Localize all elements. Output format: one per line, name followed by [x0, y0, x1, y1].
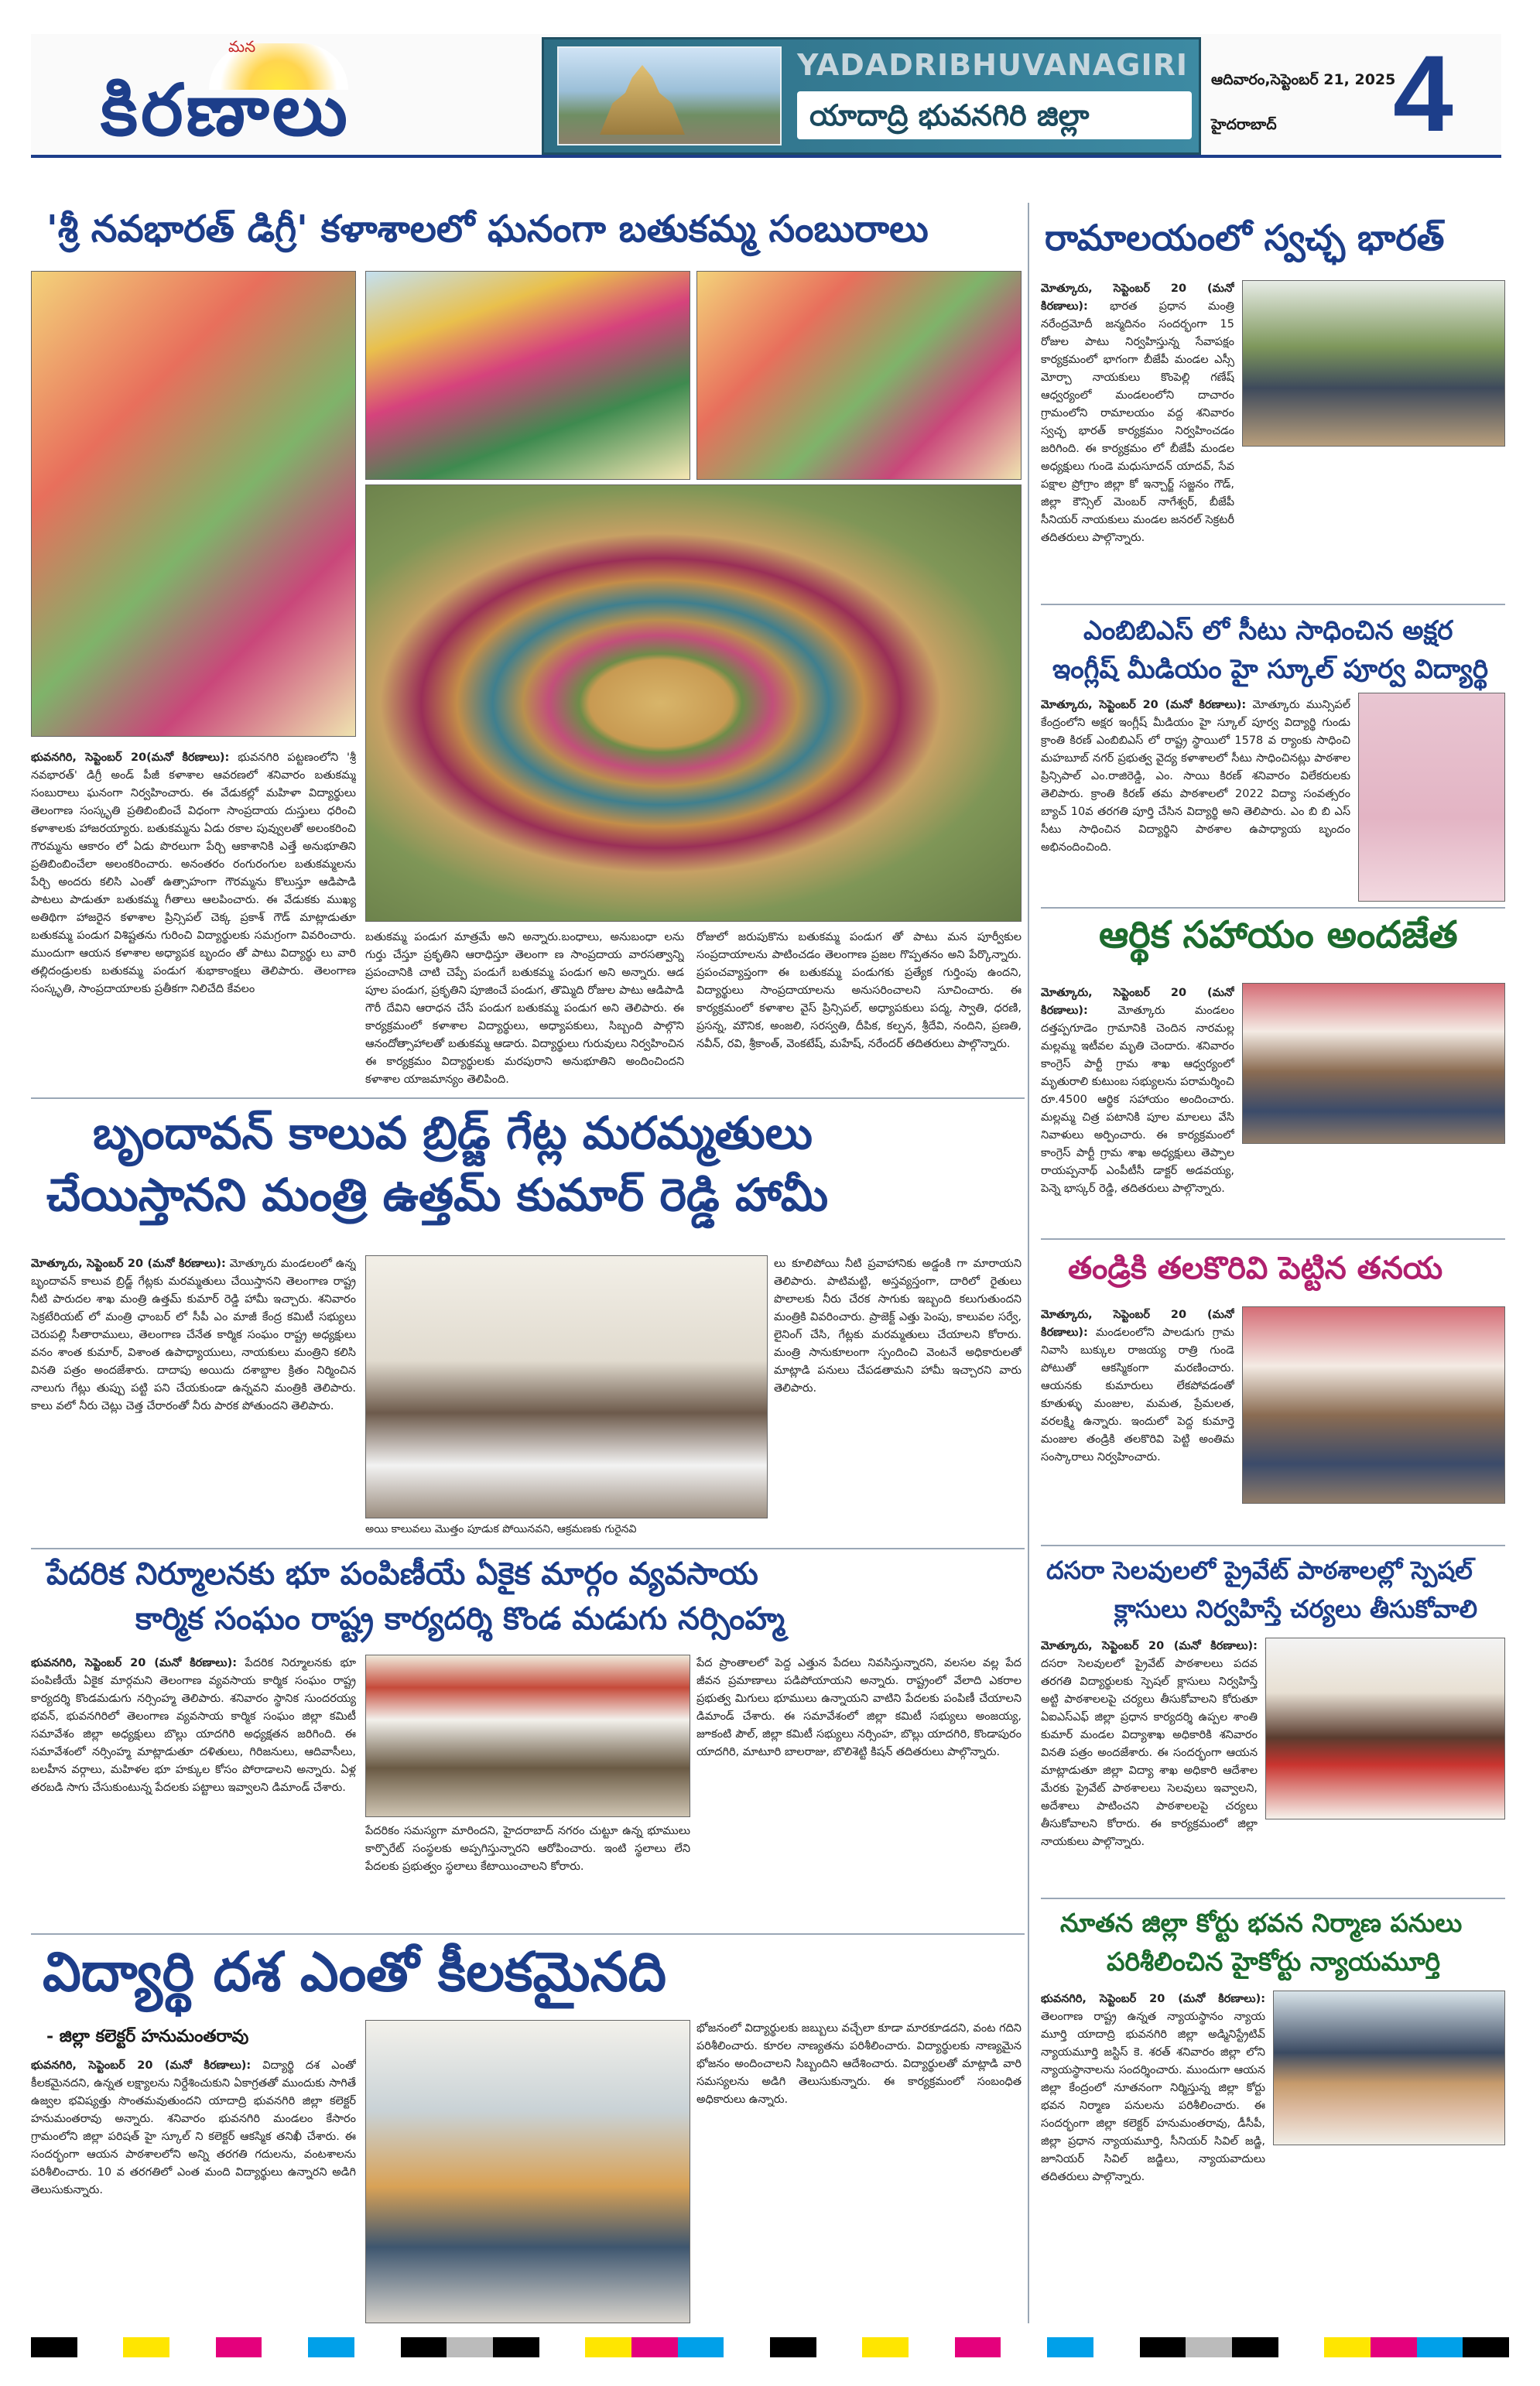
school-body-text: దసరా సెలవులలో ప్రైవేట్ పాఠశాలలు పదవ తరగతి విద్యార్థులకు స్పెషల్ క్లాసులు నిర్వహిస్తే అట్టి పాఠశాలలపై చర్యలు తీసుకోవాలని కోరుతూ ఏఐఎస్ఎఫ్ జిల్లా ప్రధాన కార్యదర్శి ఉప్పల శాంతి కుమార్ మండల విద్యాశాఖ అధికారికి శనివారం వినతి పత్రం అందజేశారు. ఈ సందర్భంగా ఆయన మాట్లాడుతూ జిల్లా విద్యా శాఖ అధికారి ఆదేశాల మేరకు ప్రైవేట్ పాఠశాలలు సెలవులు ఇవ్వాలని, అదేశాలు పాటించని పాఠశాలలపై చర్యలు తీసుకోవాలని కోరారు. ఈ కార్యక్రమంలో జిల్లా నాయకులు పాల్గొన్నారు.: [1041, 1658, 1258, 1848]
help-body: [1041, 984, 1234, 1286]
story1-photo-group: [365, 271, 690, 480]
school-photo: [1265, 1638, 1505, 1819]
logo-subtitle: మన: [228, 37, 256, 56]
court-dateline: భువనగిరి, సెప్టెంబర్ 20 (మనో కిరణాలు):: [1041, 1993, 1265, 2005]
story1-dateline: భువనగిరి, సెప్టెంబర్ 20(మనో కిరణాలు):: [31, 751, 230, 764]
story1-body-col3: రోజులో జరుపుకొను బతుకమ్మ పండుగ తో పాటు మన పూర్వీకుల సంప్రదాయాలను పాటించడం తెలంగాణ ప్రజల గొప్పతనం అని పేర్కొన్నారు. ప్రపంచవ్యాప్తంగా ఈ బతుకమ్మ పండుగకు ప్రత్యేక గుర్తింపు ఉందని, విద్యార్థులు సాంప్రదాయాలను అనుసరించాలని సూచించారు. ఈ కార్యక్రమంలో కళాశాల వైస్ ప్రిన్సిపల్, అధ్యాపకులు పద్మ, స్వాతి, ధరణి, ప్రసన్న, మౌనిక, అంజలి, సరస్వతి, దీపిక, కల్పన, శ్రీదేవి, నందిని, ప్రణతి, నవీన్, రవి, శ్రీకాంత్, వెంకటేష్, మహేష్, నరేందర్ తదితరులు పాల్గొన్నారు.: [696, 931, 1022, 1050]
story1-body-col2: బతుకమ్మ పండుగ మాత్రమే అని అన్నారు.బంధాలు, అనుబంధా లను గుర్తు చేస్తూ ప్రకృతిని ఆరాధిస్తూ తెలంగా ణ సాంప్రదాయ వారసత్వాన్ని ప్రపంచానికి చాటి చెప్పే పండుగే బతుకమ్మ పండుగ అని అన్నారు. ఆడ పూల పండుగ, ప్రకృతిని పూజించే పండుగ, తొమ్మిది రోజుల పాటు ఆడిపాడి గౌరీ దేవిని ఆరాధన చేసే పండుగ బతుకమ్మ పండుగ అని తెలిపారు. ఈ కార్యక్రమంలో కళాశాల విద్యార్థులు, అధ్యాపకులు, సిబ్బంది పాల్గొని ఆనందోత్సాహాలతో బతుకమ్మ ఆడారు. విద్యార్థులు గురువులు నిర్వహించిన ఈ కార్యక్రమం విద్యార్థులకు మరపురాని అనుభూతిని అందించిందని కళాశాల యాజమాన్యం తెలిపింది.: [365, 931, 684, 1086]
divider: [1041, 604, 1505, 605]
column-divider: [1028, 203, 1029, 2323]
daughter-dateline: మోత్కూరు, సెప్టెంబర్ 20 (మనో కిరణాలు):: [1041, 1309, 1234, 1339]
court-body: [1041, 1991, 1265, 2323]
land-headline-line1: పేదరిక నిర్మూలనకు భూ పంపిణీయే ఏకైక మార్గం వ్యవసాయ: [46, 1556, 758, 1592]
daughter-body-text: మండలంలోని పాలడుగు గ్రామ నివాసి బుక్కుల రాజయ్య రాత్రి గుండె పోటుతో ఆకస్మికంగా మరణించారు. ఆయనకు కుమారులు లేకపోవడంతో కూతుళ్ళు మంజుల, మమత, ప్రేమలత, వరలక్ష్మి ఉన్నారు. ఇందులో పెద్ద కుమార్తె మంజుల తండ్రికి తలకొరివి పెట్టి అంతిమ సంస్కారాలు నిర్వహించారు.: [1041, 1327, 1234, 1463]
school-body: [1041, 1638, 1258, 1893]
student-body-left-text: విద్యార్థి దశ ఎంతో కీలకమైనదని, ఉన్నత లక్ష్యాలను నిర్దేశించుకుని ఏకాగ్రతతో ముందుకు సాగితే ఉజ్వల భవిష్యత్తు సొంతమవుతుందని యాదాద్రి భువనగిరి జిల్లా కలెక్టర్ హనుమంతరావు అన్నారు. శనివారం భువనగిరి మండలం కేసారం గ్రామంలోని జిల్లా పరిషత్ హై స్కూల్ ని కలెక్టర్ ఆకస్మిక తనిఖీ చేశారు. ఈ సందర్భంగా ఆయన పాఠశాలలోని అన్ని తరగతి గదులను, వంటశాలను పరిశీలించారు. 10 వ తరగతిలో ఎంత మంది విద్యార్థులు ఉన్నారని అడిగి తెలుసుకున్నారు.: [31, 2059, 356, 2196]
school-headline-line2: క్లాసులు నిర్వహిస్తే చర్యలు తీసుకోవాలి: [1114, 1594, 1478, 1624]
student-byline: - జిల్లా కలెక్టర్ హనుమంతరావు: [46, 2026, 249, 2046]
bridge-dateline: మోత్కూరు, సెప్టెంబర్ 20 (మనో కిరణాలు):: [31, 1258, 226, 1270]
daughter-photo: [1242, 1306, 1505, 1504]
mbbs-headline-line1: ఎంబిబిఎస్ లో సీటు సాధించిన అక్షర: [1083, 615, 1453, 646]
daughter-headline: తండ్రికి తలకొరివి పెట్టిన తనయ: [1068, 1250, 1443, 1286]
school-dateline: మోత్కూరు, సెప్టెంబర్ 20 (మనో కిరణాలు):: [1041, 1640, 1258, 1652]
divider: [1041, 907, 1505, 909]
story1-photo-dance: [696, 271, 1022, 480]
page-number: 4: [1393, 33, 1453, 154]
mbbs-body-text: మోత్కూరు మున్సిపల్ కేంద్రంలోని అక్షర ఇంగ్లీష్ మీడియం హై స్కూల్ పూర్వ విద్యార్థి గుండు క్రాంతి కిరణ్ ఎంబిబిఎస్ లో రాష్ట్ర స్థాయిలో 1578 వ ర్యాంకు సాధించి మహబూబ్ నగర్ ప్రభుత్వ వైద్య కళాశాలలో సీటు సాధించినట్లు పాఠశాల ప్రిన్సిపాల్ ఎం.రాజిరెడ్డి, ఎం. సాయి కిరణ్ శనివారం విలేకరులకు తెలిపారు. క్రాంతి కిరణ్ తమ పాఠశాలలో 2022 విద్యా సంవత్సరం బ్యాచ్ 10వ తరగతి పూర్తి చేసిన విద్యార్థి అని తెలిపారు. ఎం బి బి ఎస్ సీటు సాధించిన విద్యార్థిని పాఠశాల ఉపాధ్యాయ బృందం అభినందించింది.: [1041, 699, 1350, 854]
land-meeting-photo: [365, 1655, 690, 1817]
bridge-headline-line1: బృందావన్ కాలువ బ్రిడ్జ్ గేట్ల మరమ్మతులు: [93, 1107, 813, 1159]
bridge-body-left-text: మోత్కూరు మండలంలో ఉన్న బృందావన్ కాలువ బ్రిడ్జ్ గేట్లకు మరమ్మతులు చేయిస్తానని తెలంగాణ రాష్ట్ర నీటి పారుదల శాఖ మంత్రి ఉత్తమ్ కుమార్ రెడ్డి హామీ ఇచ్చారు. శనివారం సెక్రటేరియట్ లో మంత్రి ఛాంబర్ లో సీపీ ఎం మాజీ కేంద్ర కమిటీ సభ్యులు చెరుపల్లి సీతారాములు, తెలంగాణ చేనేత కార్మిక సంఘం రాష్ట్ర అధ్యక్షులు వనం శాంత కుమార్, విశాంత ఉపాధ్యాయులు, నాయకులు మంత్రిని కలిసి వినతి పత్రం అందజేశారు. దాదాపు అయిదు దశాబ్దాల క్రితం నిర్మించిన నాలుగు గేట్లు తుప్పు పట్టి పని చేయకుండా ఉన్నవని మంత్రికి తెలిపారు. కాలు వలో నీరు చెట్లు చెత్త చేరారంతో నీరు పారక పోతుందని తెలిపారు.: [31, 1258, 356, 1412]
divider: [31, 1548, 1025, 1549]
divider: [31, 1097, 1025, 1099]
district-name-telugu: యాదాద్రి భువనగిరి జిల్లా: [797, 91, 1192, 139]
ramalayam-photo: [1242, 280, 1505, 447]
daughter-body: [1041, 1306, 1234, 1539]
bridge-body-left: [31, 1255, 356, 1542]
divider: [1041, 1238, 1505, 1240]
court-headline-line2: పరిశీలించిన హైకోర్టు న్యాయమూర్తి: [1107, 1946, 1441, 1977]
ramalayam-headline: రామాలయంలో స్వచ్ఛ భారత్: [1045, 217, 1445, 258]
ramalayam-dateline: మోత్కూరు, సెప్టెంబర్ 20 (మనో కిరణాలు):: [1041, 282, 1234, 313]
land-body-left: [31, 1655, 356, 1926]
divider: [31, 1933, 1025, 1935]
district-name-english: YADADRIBHUVANAGIRI: [797, 48, 1188, 82]
land-body-mid: పేదరికం సమస్యగా మారిందని, హైదరాబాద్ నగరం చుట్టూ ఉన్న భూములు కార్పొరేట్ సంస్థలకు అప్పగిస్తున్నారని ఆరోపించారు. ఇంటి స్థలాలు లేని పేదలకు ప్రభుత్వం స్థలాలు కేటాయించాలని కోరారు.: [365, 1825, 690, 1873]
mbbs-dateline: మోత్కూరు, సెప్టెంబర్ 20 (మనో కిరణాలు):: [1041, 699, 1247, 711]
story1-body-col1: [31, 749, 356, 1090]
bridge-body-right: లు కూలిపోయి నీటి ప్రవాహానికు అడ్డంకి గా మారాయని తెలిపారు. పాటిమట్టి, అస్తవ్యస్తంగా, దారిలో రైతులు పొలాలకు నీరు చేరక సాగుకు ఇబ్బంది కలుగుతుందని మంత్రికి వివరించారు. ప్రాజెక్ట్ ఎత్తు పెంపు, కాలువల సర్వే, లైనింగ్ చేసి, గేట్లకు మరమ్మతులు చేయాలని కోరారు. మంత్రి సానుకూలంగా స్పందించి వెంటనే అధికారులతో మాట్లాడి పనులు చేపడతామని హామీ ఇచ్చారని వారు తెలిపారు.: [774, 1258, 1022, 1395]
print-registration-bar: [31, 2337, 1509, 2357]
mbbs-body: [1041, 697, 1350, 905]
mbbs-student-photo: [1358, 693, 1505, 902]
story1-photo-circle: [365, 484, 1022, 922]
issue-date: ఆదివారం,సెప్టెంబర్ 21, 2025: [1211, 71, 1396, 88]
bridge-headline-line2: చేయిస్తానని మంత్రి ఉత్తమ్ కుమార్ రెడ్డి హామీ: [46, 1169, 829, 1221]
land-body-left-text: పేదరిక నిర్మూలనకు భూ పంపిణీయే ఏకైక మార్గమని తెలంగాణ వ్యవసాయ కార్మిక సంఘం రాష్ట్ర కార్యదర్శి కొండమడుగు నర్సింహ్మ తెలిపారు. శనివారం స్థానిక సుందరయ్య భవన్, భువనగిరిలో తెలంగాణ వ్యవసాయ కార్మిక సంఘం జిల్లా కమిటీ సమావేశం జిల్లా అధ్యక్షులు బొల్లు యాదగిరి అధ్యక్షతన జరిగింది. ఈ సమావేశంలో నర్సింహ్మ మాట్లాడుతూ దళితులు, గిరిజనులు, ఆదివాసీలు, బలహీన వర్గాలు, మహిళల భూ హక్కుల కోసం పోరాడాలని అన్నారు. ఏళ్ల తరబడి సాగు చేసుకుంటున్న పేదలకు పట్టాలు ఇవ్వాలని డిమాండ్ చేశారు.: [31, 1657, 356, 1794]
divider: [1041, 1545, 1505, 1546]
land-headline-line2: కార్మిక సంఘం రాష్ట్ర కార్యదర్శి కొండ మడుగు నర్సింహ్మ: [135, 1600, 785, 1637]
student-headline: విద్యార్థి దశ ఎంతో కీలకమైనది: [43, 1939, 667, 2004]
land-body-right: పేద ప్రాంతాలలో పెద్ద ఎత్తున పేదలు నివసిస్తున్నారని, వలసల వల్ల పేద జీవన ప్రమాణాలు పడిపోయాయని అన్నారు. రాష్ట్రంలో వేలాది ఎకరాల ప్రభుత్వ మిగులు భూములు ఉన్నాయని వాటిని పేదలకు పంపిణీ చేయాలని డిమాండ్ చేశారు. ఈ సమావేశంలో జిల్లా కమిటీ సభ్యులు అంజయ్య, జూకంటి పౌల్, జిల్లా కమిటీ సభ్యులు నర్సింహ, బొల్లు యాదగిరి, కొండాపురం యాదగిరి, మాటూరి బాలరాజు, బొలిశెట్టి కిషన్ తదితరులు పాల్గొన్నారు.: [696, 1657, 1022, 1758]
issue-city: హైదరాబాద్: [1211, 116, 1277, 133]
ramalayam-body-text: భారత ప్రధాన మంత్రి నరేంద్రమోదీ జన్మదినం సందర్భంగా 15 రోజుల పాటు నిర్వహిస్తున్న సేవాపక్షం కార్యక్రమంలో భాగంగా బీజేపీ మండల ఎస్సీ మోర్చా నాయకులు కొంపెల్లి గణేష్ ఆధ్వర్యంలో మండలంలోని దాచారం గ్రామంలోని రామాలయం వద్ద శనివారం స్వచ్ఛ భారత్ కార్యక్రమం నిర్వహించడం జరిగింది. ఈ కార్యక్రమం లో బీజేపీ మండల అధ్యక్షులు గుండె మధుసూదన్ యాదవ్, సేవ పక్షాల ప్రోగ్రాం జిల్లా కో ఇన్చార్జ్ సజ్జనం గౌడ్, జిల్లా కౌన్సిల్ మెంబర్ నాగేశ్వర్, బీజేపీ సీనియర్ నాయకులు మండల జనరల్ సెక్రటరీ తదితరులు పాల్గొన్నారు.: [1041, 300, 1234, 544]
bridge-minister-photo: [365, 1255, 768, 1518]
help-photo: [1242, 983, 1505, 1144]
help-dateline: మోత్కూరు, సెప్టెంబర్ 20 (మనో కిరణాలు):: [1041, 987, 1234, 1017]
newspaper-logo: కిరణాలు: [101, 68, 351, 152]
student-collector-photo: [365, 2020, 690, 2323]
divider: [1041, 1898, 1505, 1899]
court-headline-line1: నూతన జిల్లా కోర్టు భవన నిర్మాణ పనులు: [1060, 1908, 1463, 1938]
student-body-right: భోజనంలో విద్యార్థులకు జబ్బులు వచ్చేలా కూడా మారకూడదని, వంట గదిని పరిశీలించారు. కూరల నాణ్యతను పరిశీలించారు. విద్యార్థులకు నాణ్యమైన భోజనం అందించాలని సిబ్బందిని ఆదేశించారు. విద్యార్థులతో మాట్లాడి వారి సమస్యలను అడిగి తెలుసుకున్నారు. ఈ కార్యక్రమంలో సంబంధిత అధికారులు ఉన్నారు.: [696, 2022, 1022, 2106]
court-body-text: తెలంగాణ రాష్ట్ర ఉన్నత న్యాయస్థానం న్యాయ మూర్తి యాదాద్రి భువనగిరి జిల్లా అడ్మినిస్ట్రేటివ్ న్యాయమూర్తి జస్టిస్ కె. శరత్ శనివారం జిల్లా లోని న్యాయస్థానాలను సందర్శించారు. ముందుగా ఆయన జిల్లా కేంద్రంలో నూతనంగా నిర్మిస్తున్న జిల్లా కోర్టు భవన నిర్మాణ పనులను పరిశీలించారు. ఈ సందర్భంగా జిల్లా కలెక్టర్ హనుమంతరావు, డీసీపీ, జిల్లా ప్రధాన న్యాయమూర్తి, సీనియర్ సివిల్ జడ్జి, జూనియర్ సివిల్ జడ్జిలు, న్యాయవాదులు తదితరులు పాల్గొన్నారు.: [1041, 2011, 1265, 2183]
school-headline-line1: దసరా సెలవులలో ప్రైవేట్ పాఠశాలల్లో స్పెషల్: [1046, 1556, 1473, 1585]
student-dateline: భువనగిరి, సెప్టెంబర్ 20 (మనో కిరణాలు):: [31, 2059, 252, 2072]
story1-photo-girl: [31, 271, 356, 737]
student-body-left: [31, 2057, 356, 2324]
court-photo: [1273, 1991, 1505, 2145]
land-dateline: భువనగిరి, సెప్టెంబర్ 20 (మనో కిరణాలు):: [31, 1657, 237, 1669]
ramalayam-body: [1041, 280, 1234, 667]
help-body-text: మోత్కూరు మండలం దత్తప్పగూడెం గ్రామానికి చెందిన నారమల్ల మల్లమ్మ ఇటీవల మృతి చెందారు. శనివారం కాంగ్రెస్ పార్టీ గ్రామ శాఖ ఆధ్వర్యంలో మృతురాలి కుటుంబ సభ్యులను పరామర్శించి రూ.4500 ఆర్థిక సహాయం అందించారు. మల్లమ్మ చిత్ర పటానికి పూల మాలలు వేసి నివాళులు అర్పించారు. ఈ కార్యక్రమంలో కాంగ్రెస్ పార్టీ గ్రామ శాఖ అధ్యక్షులు తెప్పాల రాయప్పనాథ్ ఎంపీటీసీ డాక్టర్ అడవయ్య, పెన్నె భాస్కర్ రెడ్డి, తదితరులు పాల్గొన్నారు.: [1041, 1005, 1234, 1195]
story1-headline: 'శ్రీ నవభారత్ డిగ్రీ' కళాశాలలో ఘనంగా బతుకమ్మ సంబురాలు: [46, 207, 929, 251]
help-headline: ఆర్థిక సహాయం అందజేత: [1099, 913, 1458, 957]
mbbs-headline-line2: ఇంగ్లీష్ మీడియం హై స్కూల్ పూర్వ విద్యార్థి: [1052, 654, 1488, 685]
story1-body-col1-text: భువనగిరి పట్టణంలోని 'శ్రీ నవభారత్' డిగ్రీ అండ్ పీజీ కళాశాల ఆవరణలో శనివారం బతుకమ్మ సంబురాలు ఘనంగా నిర్వహించారు. ఈ వేడుకల్లో మహిళా విద్యార్థులు తెలంగాణ సంస్కృతి ప్రతిబింబించే విధంగా సాంప్రదాయ దుస్తులు ధరించి కళాశాలకు హాజరయ్యారు. బతుకమ్మను ఏడు రకాల పువ్వులతో అలంకరించి గౌరమ్మను ఆకారం లో ఏడు పొరలుగా పేర్చి ఆకాశానికి ఎత్తే అనుభూతిని ప్రతిబింబించేలా అలంకరించారు. అనంతరం రంగురంగుల బతుకమ్మలను పేర్చి అందరు కలిసి ఎంతో ఉత్సాహంగా గౌరమ్మను కొలుస్తూ ఆడిపాడి పాటలు పాడుతూ బతుకమ్మ గీతాలు ఆలపించారు. ఈ వేడుకకు ముఖ్య అతిథిగా హాజరైన కళాశాల ప్రిన్సిపల్ చెక్క ప్రకాశ్ గౌడ్ మాట్లాడుతూ బతుకమ్మ పండుగ విశిష్టతను గురించి విద్యార్థులకు సమగ్రంగా వివరించారు. ముందుగా ఆయన కళాశాల అధ్యాపక బృందం తో పాటు విద్యార్థు లు వారి తల్లిదండ్రులకు బతుకమ్మ పండుగ శుభాకాంక్షలు తెలిపారు. తెలంగాణ సంస్కృతి, సాంప్రదాయాలకు ప్రతీకగా నిలిచేది కేవలం: [31, 751, 356, 995]
bridge-caption: అయి కాలువలు మొత్తం పూడుక పోయినవని, ఆక్రమణకు గురైనవి: [365, 1523, 637, 1535]
